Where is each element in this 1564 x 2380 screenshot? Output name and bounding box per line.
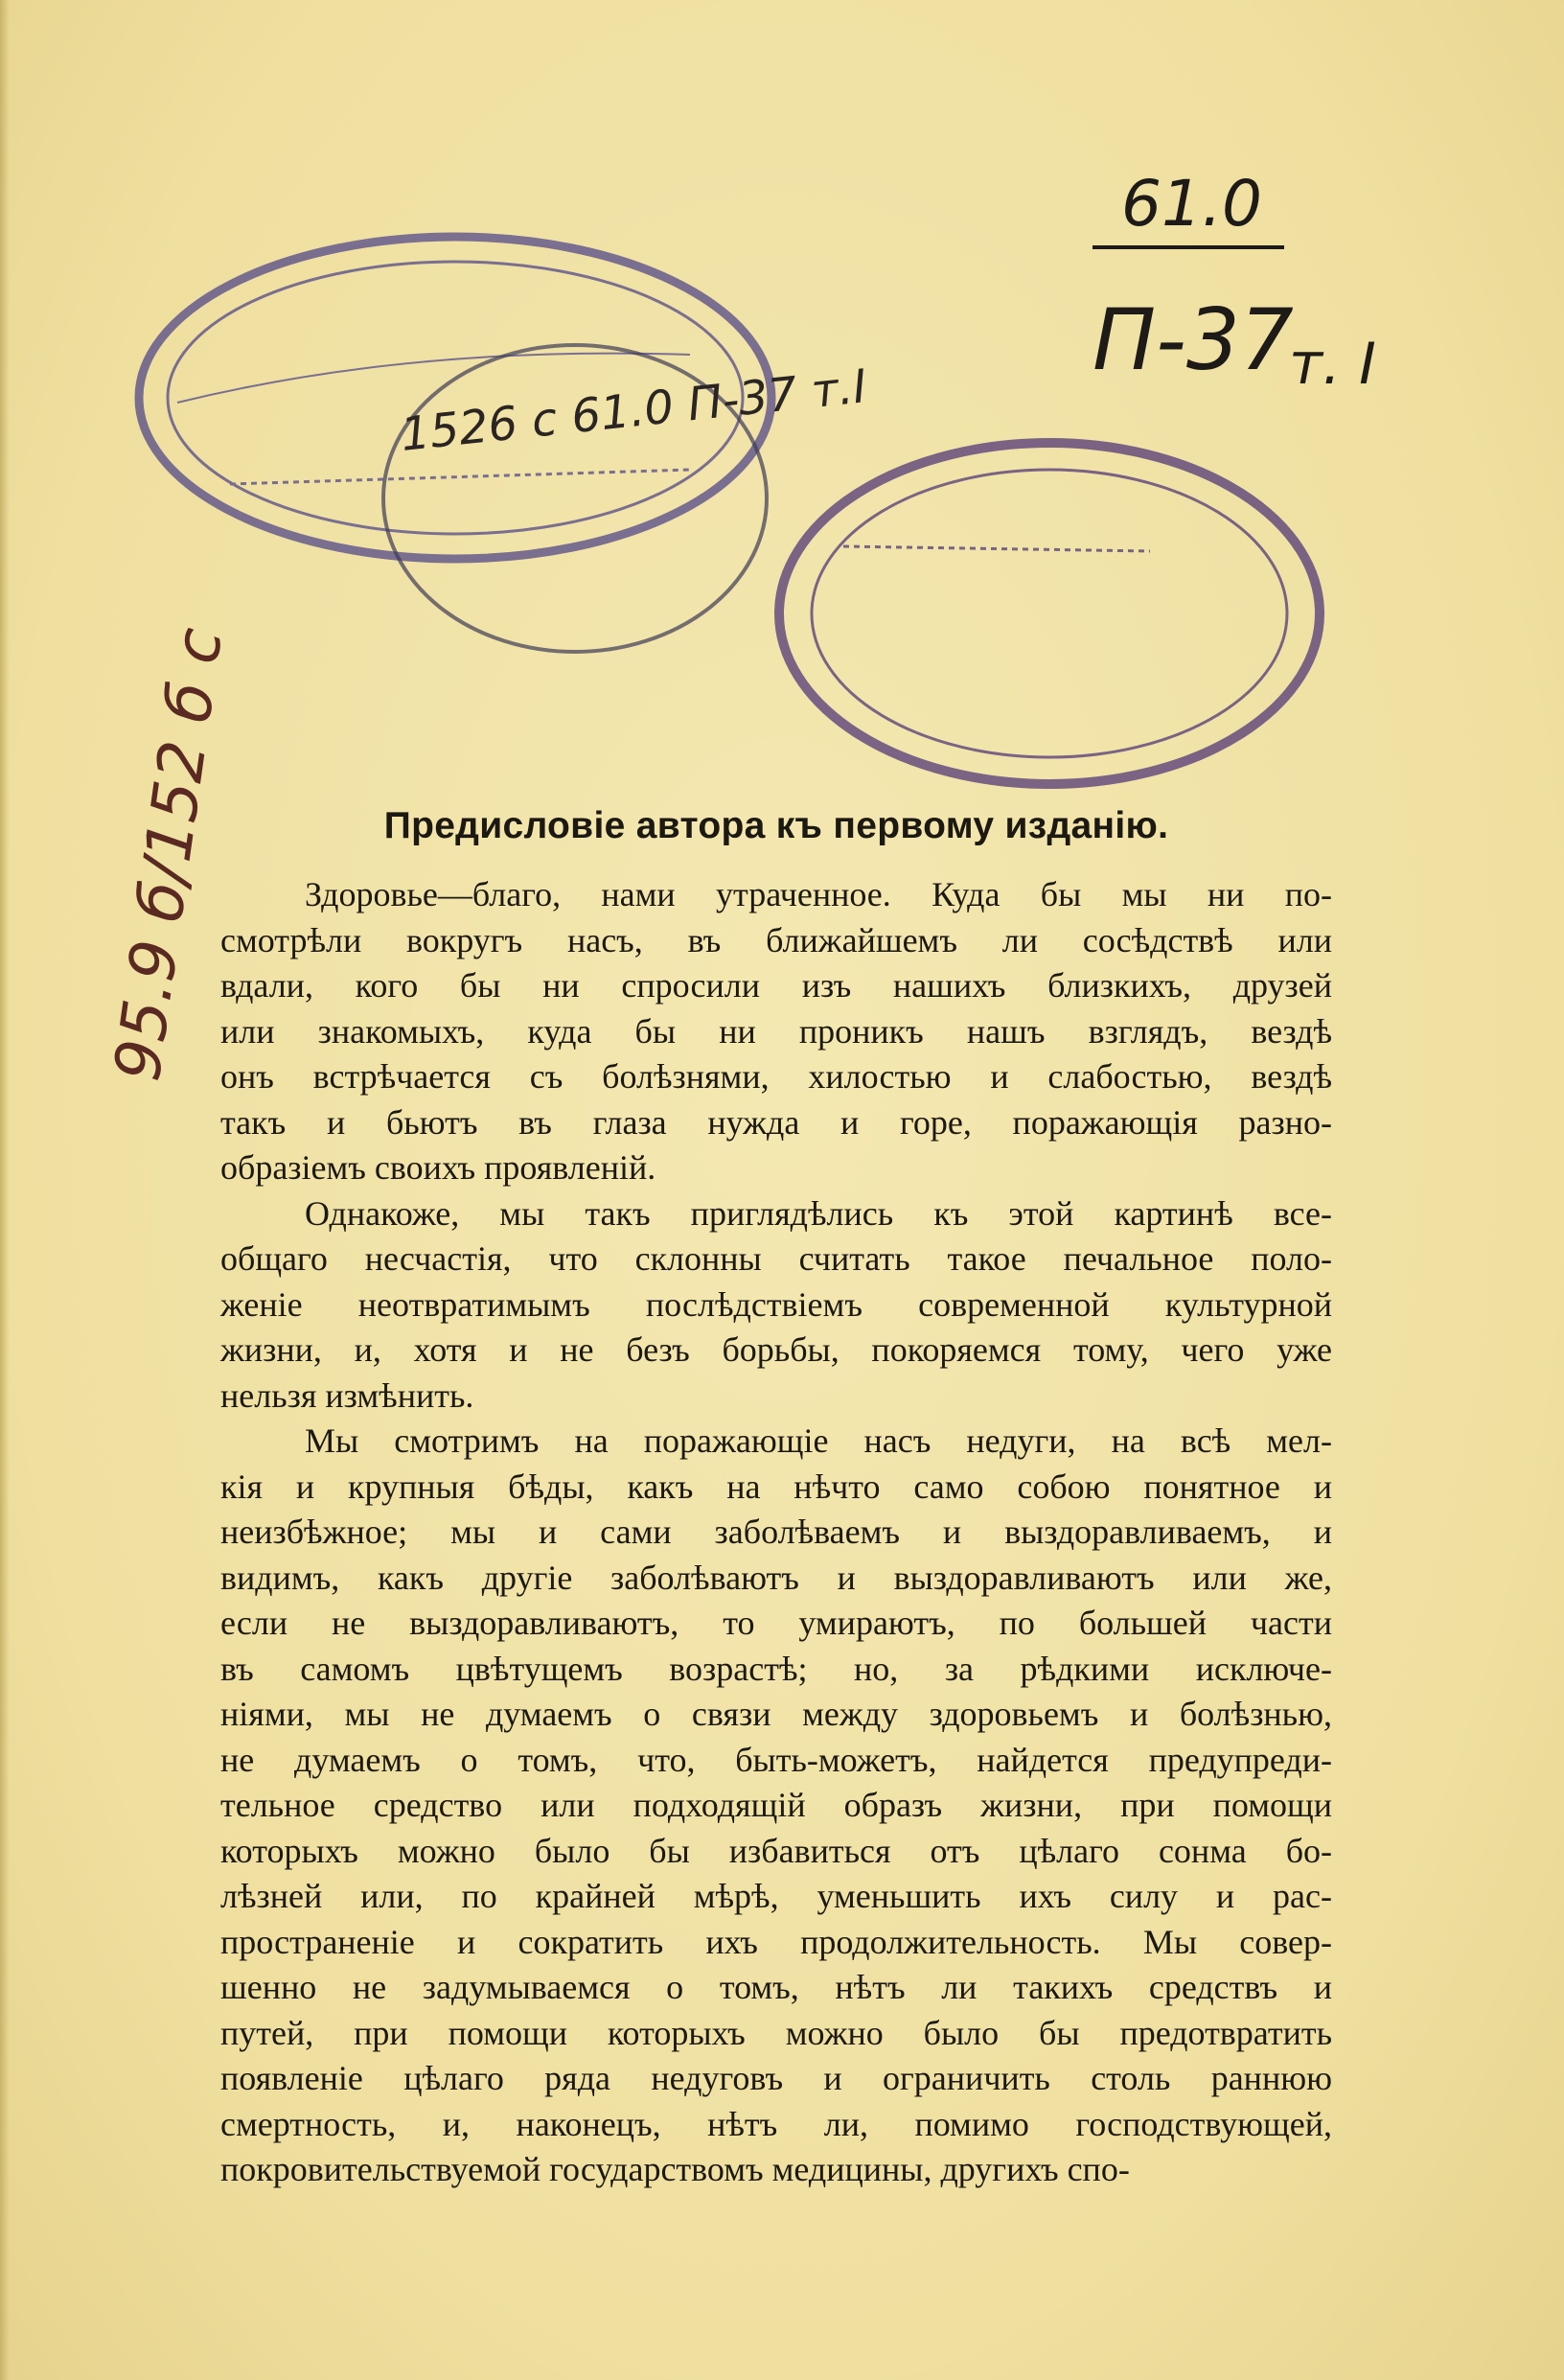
text-line: смертность, и, наконецъ, нѣтъ ли, помимо господствующей, [220,2104,1332,2143]
margin-accession-number: 95.9 б/152 б с [100,623,238,1086]
text-line: такъ и бьютъ въ глаза нужда и горе, поражающія разно- [220,1102,1332,1142]
text-line: лѣзней или, по крайней мѣрѣ, уменьшить ихъ силу и рас- [220,1877,1332,1915]
paragraph [220,872,1332,1191]
shelfmark-line2: П-37 [1092,290,1294,389]
text-line: вдали, кого бы ни спросили изъ нашихъ близкихъ, друзей [220,966,1332,1005]
text-line: шенно не задумываемся о томъ, нѣтъ ли такихъ средствъ и [220,1968,1332,2006]
stamp-handwritten-number: 1526 с 61.0 П-37 т.I [398,359,869,462]
preface-body [220,872,1332,2193]
text-line: Здоровье—благо, нами утраченное. Куда бы мы ни по- [305,875,1332,913]
page-title: Предисловіе автора къ первому изданію. [383,805,1169,846]
text-line: образіемъ своихъ проявленій. [220,1148,656,1187]
text-line: онъ встрѣчается съ болѣзнями, хилостью и слабостью, вездѣ [220,1057,1332,1096]
paragraph [220,1191,1332,1420]
text-line: жизни, и, хотя и не безъ борьбы, покоряемся тому, чего уже [220,1330,1332,1369]
text-line: видимъ, какъ другіе заболѣваютъ и выздоравливаютъ или же, [220,1558,1332,1597]
shelfmark-line1: 61.0 [1121,167,1262,241]
text-line: появленіе цѣлаго ряда недуговъ и ограничить столь раннюю [220,2059,1332,2097]
text-line: ніями, мы не думаемъ о связи между здоровьемъ и болѣзнью, [220,1695,1332,1733]
text-line: покровительствуемой государствомъ медицины, другихъ спо- [220,2150,1130,2188]
text-line: если не выздоравливаютъ, то умираютъ, по большей части [220,1604,1332,1642]
text-line: которыхъ можно было бы избавиться отъ цѣлаго сонма бо- [220,1831,1332,1870]
text-line: неизбѣжное; мы и сами заболѣваемъ и выздоравливаемъ, и [220,1513,1332,1551]
text-line: путей, при помощи которыхъ можно было бы предотвратить [220,2013,1332,2052]
text-line: общаго несчастія, что склонны считать такое печальное поло- [220,1239,1332,1278]
text-line: смотрѣли вокругъ насъ, въ ближайшемъ ли сосѣдствѣ или [220,920,1332,959]
text-line: въ самомъ цвѣтущемъ возрастѣ; но, за рѣдкими исключе- [220,1649,1332,1688]
volume-mark: т. I [1289,331,1376,398]
text-line: женіе неотвратимымъ послѣдствіемъ современной культурной [220,1284,1332,1324]
text-line: пространеніе и сократить ихъ продолжительность. Мы совер- [220,1922,1332,1961]
text-line: тельное средство или подходящій образъ жизни, при помощи [220,1786,1332,1824]
text-line: нельзя измѣнить. [220,1375,474,1415]
paragraph [220,1419,1332,2193]
text-line: кія и крупныя бѣды, какъ на нѣчто само собою понятное и [220,1467,1332,1506]
text-line: не думаемъ о томъ, что, быть-можетъ, найдется предупреди- [220,1740,1332,1779]
text-line: или знакомыхъ, куда бы ни проникъ нашъ взглядъ, вездѣ [220,1011,1332,1051]
text-line: Однакоже, мы такъ приглядѣлись къ этой картинѣ все- [305,1193,1332,1233]
text-line: Мы смотримъ на поражающіе насъ недуги, на всѣ мел- [305,1421,1332,1460]
